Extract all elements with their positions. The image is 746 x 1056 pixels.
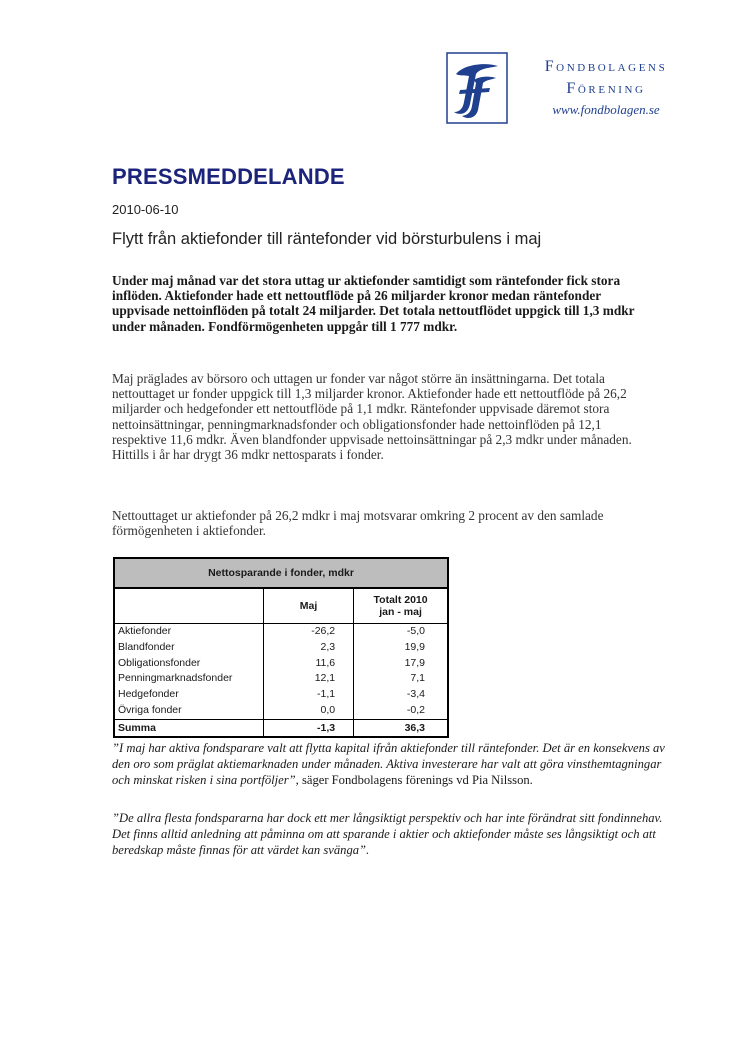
logo-name-line1: Fondbolagens (544, 58, 668, 75)
row-maj: 11,6 (263, 656, 353, 672)
table-row (114, 656, 448, 672)
table-sum-row (114, 719, 448, 737)
table-row (114, 703, 448, 719)
quote-1 (112, 740, 672, 788)
row-label: Övriga fonder (118, 703, 182, 716)
body-paragraph-1: Maj präglades av börsoro och uttagen ur fonder var något större än insättningarna. Det totala nettouttaget ur fonder uppgick till 1,3 miljarder kronor. Aktiefonder hade ett nettoutflöde på 26,2 miljarder och hedgefonder ett nettoutflöde på 1,1 mdkr. Räntefonder uppvisade däremot stora nettoinsättningar, penningmarknadsfonder och obligationsfonder hade nettoinflöden på 12,1 respektive 11,6 mdkr. Även blandfonder uppvisade nettoinsättningar på 2,3 mdkr under månaden. Hittills i år har drygt 36 mdkr nettosparats i fonder. (112, 371, 632, 463)
sum-maj: -1,3 (263, 719, 353, 737)
quote-1-text: ”I maj har aktiva fondsparare valt att flytta kapital ifrån aktiefonder till räntefonder. Det är en konsekvens av den oro som präglat aktiemarknaden under månaden. Aktiva investerare har valt att göra vinsthemtagningar och minskat risken i sina portföljer”, (112, 741, 665, 787)
press-date: 2010-06-10 (112, 202, 179, 217)
row-maj: 2,3 (263, 640, 353, 656)
table-row (114, 687, 448, 703)
row-maj: 0,0 (263, 703, 353, 719)
net-savings-table (113, 557, 449, 738)
row-label: Penningmarknadsfonder (118, 672, 233, 685)
row-total: 7,1 (354, 671, 448, 687)
row-label: Aktiefonder (118, 625, 172, 637)
body-paragraph-2: Nettouttaget ur aktiefonder på 26,2 mdkr i maj motsvarar omkring 2 procent av den samlade förmögenheten i aktiefonder. (112, 508, 604, 539)
logo-name-line2: Förening (566, 80, 646, 97)
table-header-total-line1: Totalt 2010 (373, 594, 428, 606)
lead-paragraph: Under maj månad var det stora uttag ur aktiefonder samtidigt som räntefonder fick stora inflöden. Aktiefonder hade ett nettoutflöde på 26 miljarder kronor medan räntefonder uppvisade nettoinflöden på totalt 24 miljarder. Det totala nettoutflödet uppgick till 1,3 mdkr under månaden. Fondförmögenheten uppgår till 1 777 mdkr. (112, 273, 635, 334)
row-maj: 12,1 (263, 671, 353, 687)
table-header-total-line2: jan - maj (379, 606, 422, 618)
row-total: 19,9 (354, 640, 448, 656)
fondbolagen-f-logo-icon (446, 52, 508, 124)
row-total: -0,2 (354, 703, 448, 719)
table-header-maj: Maj (263, 588, 353, 624)
row-label: Obligationsfonder (118, 656, 201, 669)
table-row (114, 640, 448, 656)
row-label: Blandfonder (118, 640, 175, 653)
table-row (114, 624, 448, 640)
row-total: -3,4 (354, 687, 448, 703)
logo (446, 52, 696, 132)
table-title: Nettosparande i fonder, mdkr (114, 558, 448, 588)
sum-label: Summa (114, 719, 263, 737)
row-total: 17,9 (354, 656, 448, 672)
table-header-label (114, 588, 263, 624)
sum-total: 36,3 (354, 719, 448, 737)
row-maj: -1,1 (263, 687, 353, 703)
logo-url-link[interactable]: www.fondbolagen.se (552, 102, 660, 117)
table-header-total (354, 588, 448, 624)
row-total: -5,0 (354, 624, 448, 640)
row-label: Hedgefonder (118, 688, 179, 701)
quote-1-attribution: säger Fondbolagens förenings vd Pia Nilsson. (298, 773, 533, 787)
press-subtitle: Flytt från aktiefonder till räntefonder vid börsturbulens i maj (112, 230, 542, 248)
row-maj: -26,2 (263, 624, 353, 640)
table-row (114, 671, 448, 687)
page-title: PRESSMEDDELANDE (112, 164, 345, 189)
quote-2: ”De allra flesta fondspararna har dock ett mer långsiktigt perspektiv och har inte förändrat sitt fondinnehav. Det finns alltid anledning att påminna om att sparande i aktier och aktiefonder måste ses långsiktigt och att beredskap måste finnas för att värdet kan svänga”. (112, 811, 663, 857)
